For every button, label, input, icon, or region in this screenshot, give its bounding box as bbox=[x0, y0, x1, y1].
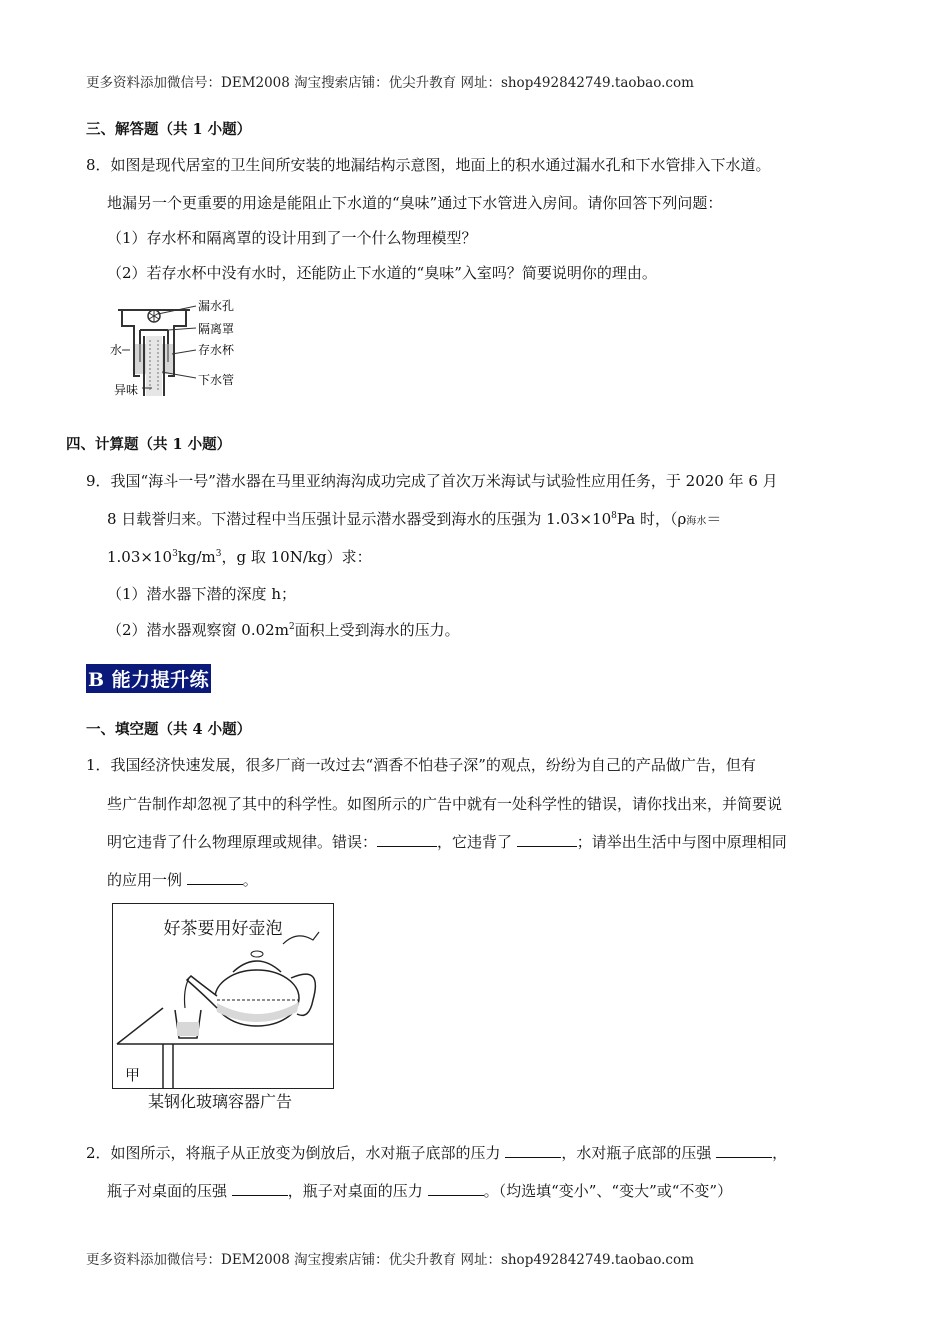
ad-figure-frame bbox=[112, 903, 334, 1089]
teapot-illustration bbox=[113, 904, 333, 1088]
answer-blank[interactable] bbox=[505, 1143, 561, 1158]
question-8-sub2: （2）若存水杯中没有水时，还能防止下水道的“臭味”入室吗？简要说明你的理由。 bbox=[107, 264, 657, 282]
ad-mark: 甲 bbox=[125, 1066, 141, 1084]
question-8-sub1: （1）存水杯和隔离罩的设计用到了一个什么物理模型？ bbox=[107, 229, 477, 247]
question-9-line2: 8 日载誉归来。下潜过程中当压强计显示潜水器受到海水的压强为 $1.03\times 10^8Pa$ 时，（ρ海水＝ bbox=[107, 510, 722, 528]
question-1-line1: 1．我国经济快速发展，很多厂商一改过去“酒香不怕巷子深”的观点，纷纷为自己的产品做广告，但有 bbox=[86, 756, 756, 774]
answer-blank[interactable] bbox=[716, 1143, 772, 1158]
label-cover: 隔离罩 bbox=[198, 322, 235, 336]
label-smell: 异味 bbox=[114, 383, 139, 397]
question-9-line3: $1.03\times 10^3kg/m^3$，g 取 10N/kg）求： bbox=[107, 548, 372, 566]
label-hole: 漏水孔 bbox=[198, 299, 235, 313]
question-1-line2: 些广告制作却忽视了其中的科学性。如图所示的广告中就有一处科学性的错误，请你找出来，并简要说 bbox=[107, 795, 783, 813]
answer-blank[interactable] bbox=[377, 832, 437, 847]
page-footer: 更多资料添加微信号：DEM2008 淘宝搜索店铺：优尖升教育 网址：shop492842749.taobao.com bbox=[86, 1252, 694, 1268]
question-9-sub1: （1）潜水器下潜的深度 h； bbox=[107, 585, 296, 603]
question-2-line1: 2．如图所示，将瓶子从正放变为倒放后，水对瓶子底部的压力 ，水对瓶子底部的压强 ， bbox=[86, 1144, 788, 1162]
label-pipe: 下水管 bbox=[198, 373, 235, 387]
ad-title: 好茶要用好壶泡 bbox=[163, 919, 283, 939]
question-1-line3: 明它违背了什么物理原理或规律。错误： ，它违背了 ；请举出生活中与图中原理相同 bbox=[107, 833, 787, 851]
question-9-line1: 9．我国“海斗一号”潜水器在马里亚纳海沟成功完成了首次万米海试与试验性应用任务，于 2020 年 6 月 bbox=[86, 472, 778, 490]
section-title-calc: 四、计算题（共 1 小题） bbox=[66, 436, 232, 453]
ad-caption: 某钢化玻璃容器广告 bbox=[148, 1092, 293, 1111]
section-banner: B 能力提升练 bbox=[86, 664, 211, 693]
section-title-answer: 三、解答题（共 1 小题） bbox=[86, 121, 252, 138]
label-water: 水 bbox=[110, 343, 123, 357]
floor-drain-figure bbox=[108, 296, 268, 400]
section-title-fill: 一、填空题（共 4 小题） bbox=[86, 721, 252, 738]
question-2-line2: 瓶子对桌面的压强 ，瓶子对桌面的压力 。（均选填“变小”、“变大”或“不变”） bbox=[107, 1182, 733, 1200]
answer-blank[interactable] bbox=[187, 870, 243, 885]
answer-blank[interactable] bbox=[232, 1181, 288, 1196]
answer-blank[interactable] bbox=[428, 1181, 484, 1196]
page-header: 更多资料添加微信号：DEM2008 淘宝搜索店铺：优尖升教育 网址：shop492842749.taobao.com bbox=[86, 75, 694, 91]
label-cup: 存水杯 bbox=[198, 343, 235, 357]
question-9-sub2: （2）潜水器观察窗 $0.02m^2$面积上受到海水的压力。 bbox=[107, 621, 460, 639]
question-8-line1: 8．如图是现代居室的卫生间所安装的地漏结构示意图，地面上的积水通过漏水孔和下水管排入下水道。 bbox=[86, 156, 771, 174]
question-8-line2: 地漏另一个更重要的用途是能阻止下水道的“臭味”通过下水管进入房间。请你回答下列问题： bbox=[107, 194, 723, 212]
question-1-line4: 的应用一例 。 bbox=[107, 871, 258, 889]
answer-blank[interactable] bbox=[517, 832, 577, 847]
